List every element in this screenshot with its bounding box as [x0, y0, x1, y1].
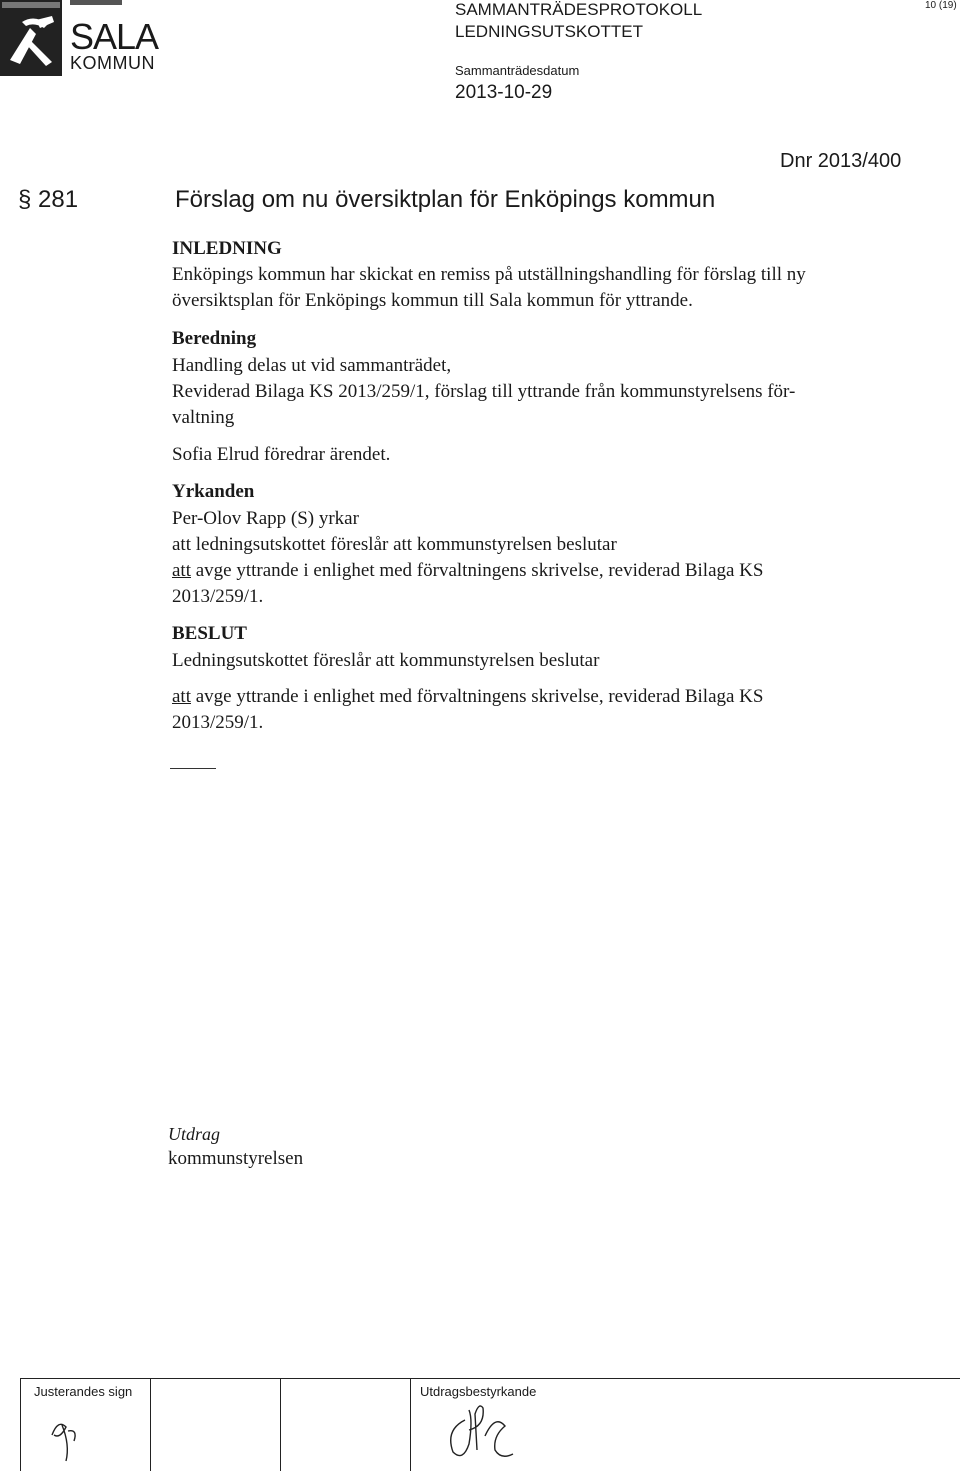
section-end-rule [170, 768, 216, 769]
att-keyword: att [172, 686, 191, 707]
inledning-text-line: översiktsplan för Enköpings kommun till Sala kommun för yttrande. [172, 290, 693, 311]
beslut-text-line [172, 686, 763, 708]
diary-number: Dnr 2013/400 [780, 150, 902, 172]
beredning-text-line: valtning [172, 407, 235, 428]
page-number: 10 (19) [925, 0, 957, 11]
att-keyword: att [172, 560, 191, 581]
beredning-text-line: Handling delas ut vid sammanträdet, [172, 355, 452, 376]
beslut-text-line: 2013/259/1. [172, 712, 264, 733]
meeting-date-label: Sammanträdesdatum [455, 63, 580, 78]
committee-name: LEDNINGSUTSKOTTET [455, 22, 643, 41]
beredning-text-line: Reviderad Bilaga KS 2013/259/1, förslag till yttrande från kommunstyrelsens för- [172, 381, 796, 402]
yrkanden-text-line: Per-Olov Rapp (S) yrkar [172, 508, 359, 529]
org-subtitle: KOMMUN [70, 53, 155, 73]
yrkanden-att-text: avge yttrande i enlighet med förvaltningens skrivelse, reviderad Bilaga KS [191, 560, 764, 581]
beslut-text-line: Ledningsutskottet föreslår att kommunstyrelsen beslutar [172, 650, 600, 671]
signature-mark [435, 1400, 525, 1468]
inledning-text-line: Enköpings kommun har skickat en remiss på utställningshandling för förslag till ny [172, 264, 806, 285]
org-name: SALA [70, 16, 159, 57]
meeting-date: 2013-10-29 [455, 82, 553, 103]
extract-label: Utdrag [168, 1124, 221, 1144]
table-divider [20, 1379, 21, 1471]
paragraph-title: Förslag om nu översiktplan för Enköpings kommun [175, 186, 716, 213]
beslut-att-text: avge yttrande i enlighet med förvaltningens skrivelse, reviderad Bilaga KS [191, 686, 764, 707]
extract-recipient: kommunstyrelsen [168, 1148, 304, 1169]
table-divider [150, 1379, 151, 1471]
signature-mark [44, 1405, 84, 1465]
document-type: SAMMANTRÄDESPROTOKOLL [455, 0, 703, 19]
yrkanden-text-line: 2013/259/1. [172, 586, 264, 607]
beslut-heading: BESLUT [172, 623, 247, 644]
beredning-presenter: Sofia Elrud föredrar ärendet. [172, 444, 391, 465]
inledning-heading: INLEDNING [172, 238, 282, 259]
table-divider [280, 1379, 281, 1471]
yrkanden-text-line [172, 560, 763, 582]
table-divider [410, 1379, 411, 1471]
yrkanden-text-line: att ledningsutskottet föreslår att kommunstyrelsen beslutar [172, 534, 617, 555]
beredning-heading: Beredning [172, 328, 257, 349]
utdragsbestyrkande-label: Utdragsbestyrkande [420, 1384, 537, 1399]
justerande-sign-label: Justerandes sign [34, 1384, 133, 1399]
yrkanden-heading: Yrkanden [172, 481, 255, 502]
paragraph-number: § 281 [18, 186, 79, 213]
